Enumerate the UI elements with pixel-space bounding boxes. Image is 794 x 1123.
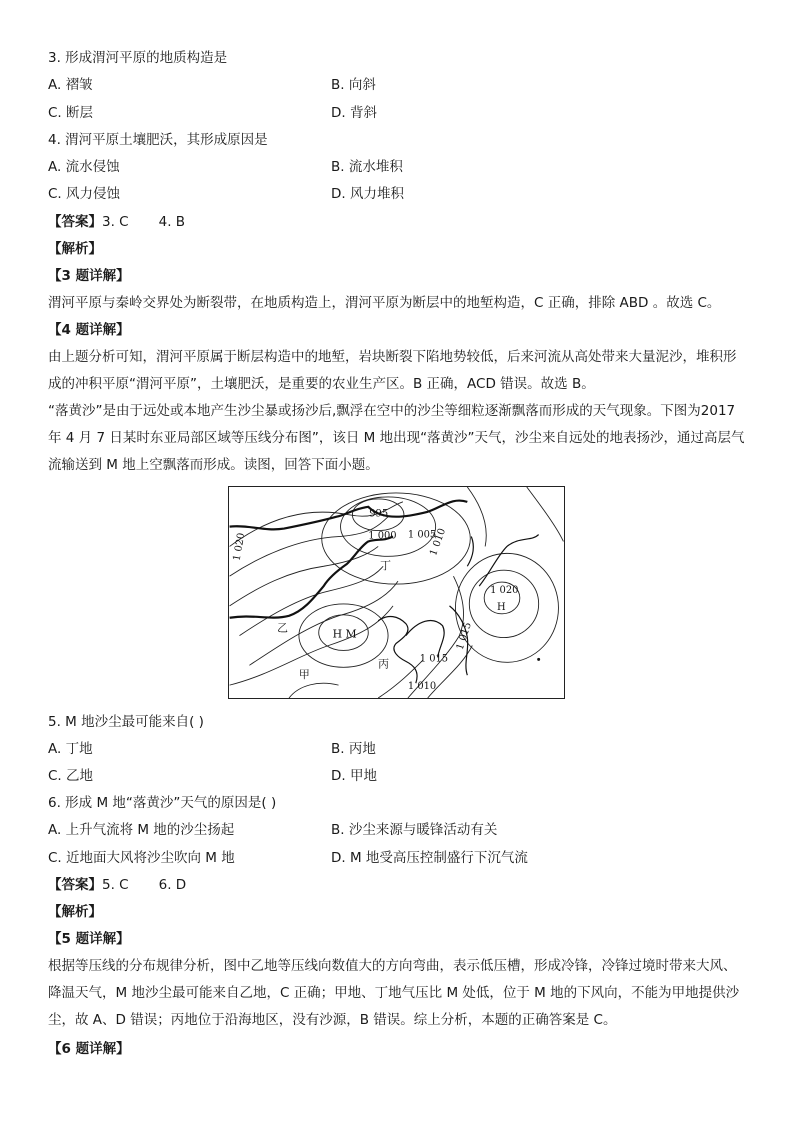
q6-option-b: B. 沙尘来源与暖锋活动有关: [331, 822, 498, 838]
place-jia: 甲: [298, 668, 310, 682]
detail-5-label: 【5 题详解】: [48, 931, 130, 947]
high-pressure-h: H: [497, 601, 506, 613]
answer-text-2: 5. C 6. D: [102, 877, 187, 893]
isobar-map: [228, 486, 565, 699]
isobar-label-995: 995: [369, 508, 389, 520]
answer-label-2: 【答案】: [48, 877, 102, 893]
analysis-label: 【解析】: [48, 241, 102, 257]
isobar-label-1005: 1 005: [407, 529, 437, 541]
isobar-map-svg: [229, 487, 564, 698]
q3-stem: 3. 形成渭河平原的地质构造是: [48, 50, 228, 66]
q4-option-d: D. 风力堆积: [331, 186, 404, 202]
q5-option-d: D. 甲地: [331, 768, 377, 784]
intro-paragraph: “落黄沙”是由于远处或本地产生沙尘暴或扬沙后,飘浮在空中的沙尘等细粒逐渐飘落而形成的天气现象。下图为2017年 4 月 7 日某时东亚局部区域等压线分布图”，该日 M 地出现“落黄沙”天气，沙尘来自远处的地表扬沙，通过高层气流输送到 M 地上空飘落而形成。读图，回答下面小题。: [48, 403, 745, 473]
answer-text: 3. C 4. B: [102, 214, 186, 230]
q6-option-a: A. 上升气流将 M 地的沙尘扬起: [48, 822, 235, 838]
q6-option-c: C. 近地面大风将沙尘吹向 M 地: [48, 850, 235, 866]
detail-5-text: 根据等压线的分布规律分析，图中乙地等压线向数值大的方向弯曲，表示低压槽，形成冷锋，冷锋过境时带来大风、降温天气，M 地沙尘最可能来自乙地，C 正确；甲地、丁地气压比 M 处低，位于 M 地的下风向，不能为甲地提供沙尘，故 A、D 错误；丙地位于沿海地区，没有沙源，B 错误。综上分析，本题的正确答案是 C。: [48, 958, 740, 1028]
q3-option-c: C. 断层: [48, 105, 94, 121]
q4-option-c: C. 风力侵蚀: [48, 186, 121, 202]
isobar-label-1015-east: 1 015: [454, 621, 474, 652]
q6-option-d: D. M 地受高压控制盛行下沉气流: [331, 850, 528, 866]
q5-option-b: B. 丙地: [331, 741, 376, 757]
q5-option-a: A. 丁地: [48, 741, 93, 757]
answer-label: 【答案】: [48, 214, 102, 230]
q6-stem: 6. 形成 M 地“落黄沙”天气的原因是( ): [48, 795, 277, 811]
isobar-label-1010-north: 1 010: [428, 526, 449, 558]
place-yi: 乙: [277, 621, 289, 635]
isobar-label-1010-south: 1 010: [407, 681, 437, 693]
isobar-label-1000: 1 000: [368, 530, 397, 542]
detail-3-text: 渭河平原与秦岭交界处为断裂带，在地质构造上，渭河平原为断层中的地堑构造，C 正确，排除 ABD 。故选 C。: [48, 295, 721, 311]
q4-option-a: A. 流水侵蚀: [48, 159, 120, 175]
detail-3-label: 【3 题详解】: [48, 268, 130, 284]
isobar-label-1020-west: 1 020: [231, 532, 248, 562]
place-ding: 丁: [380, 559, 392, 573]
detail-4-text: 由上题分析可知，渭河平原属于断层构造中的地堑，岩块断裂下陷地势较低，后来河流从高处带来大量泥沙，堆积形成的冲积平原“渭河平原”，土壤肥沃，是重要的农业生产区。B 正确，ACD 错误。故选 B。: [48, 349, 737, 392]
q4-stem: 4. 渭河平原土壤肥沃，其形成原因是: [48, 132, 268, 148]
q3-option-b: B. 向斜: [331, 77, 376, 93]
q3-option-a: A. 褶皱: [48, 77, 93, 93]
place-bing: 丙: [378, 657, 390, 671]
place-hm: H M: [332, 627, 357, 641]
q3-option-d: D. 背斜: [331, 105, 377, 121]
q5-stem: 5. M 地沙尘最可能来自( ): [48, 714, 204, 730]
isobar-label-1020-east: 1 020: [490, 584, 519, 596]
answer-5-6: [48, 876, 186, 894]
answer-3-4: [48, 213, 185, 231]
detail-6-label: 【6 题详解】: [48, 1041, 130, 1057]
detail-4-label: 【4 题详解】: [48, 322, 130, 338]
isobar-label-1015-south: 1 015: [419, 653, 449, 665]
q4-option-b: B. 流水堆积: [331, 159, 403, 175]
analysis-label-2: 【解析】: [48, 904, 102, 920]
q5-option-c: C. 乙地: [48, 768, 94, 784]
